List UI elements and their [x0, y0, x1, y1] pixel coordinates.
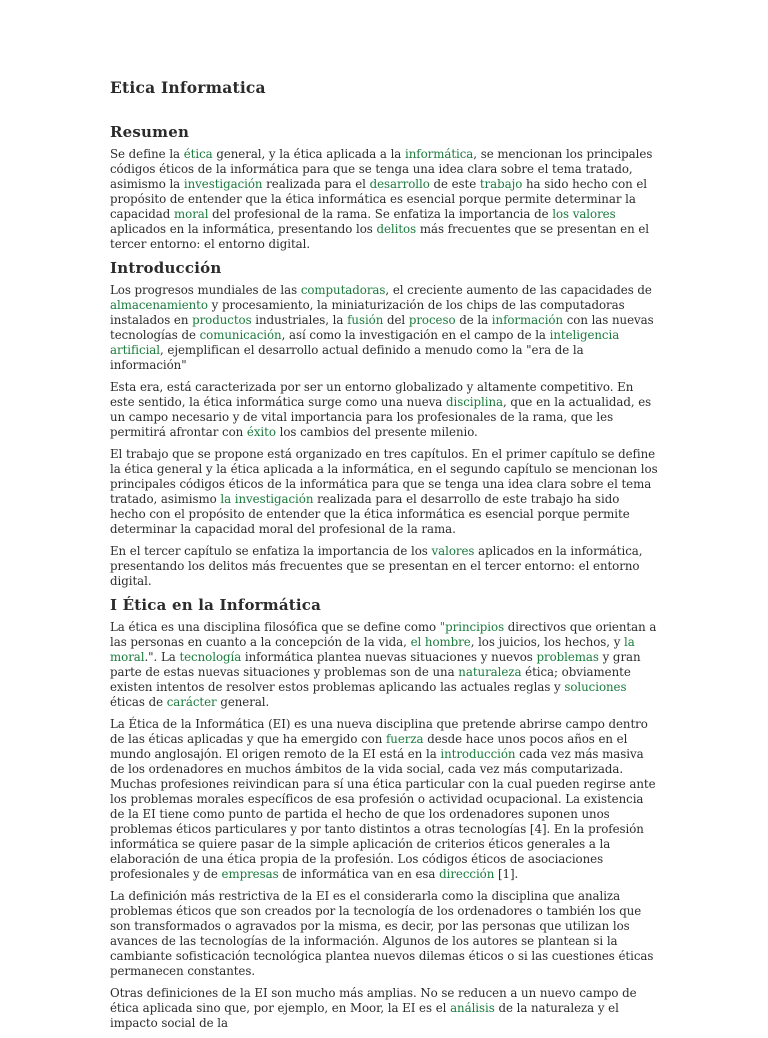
paragraph-text: general. [216, 695, 270, 709]
paragraph-text: de la [455, 313, 492, 327]
paragraph [110, 717, 658, 882]
paragraph-text: y gran parte de estas nuevas situaciones y problemas son de una [110, 650, 641, 679]
inline-link[interactable]: éxito [246, 425, 276, 439]
paragraph-text: .". La [144, 650, 180, 664]
paragraph-text: La definición más restrictiva de la EI es el considerarla como la disciplina que analiza problemas éticos que son creados por la tecnología de los ordenadores o también los que son transformados o agravados por la misma, es decir, por las personas que utilizan los avances de las tecnologías de la información. Algunos de los autores se plantean si la cambiante sofisticación tecnológica plantea nuevos dilemas éticos o si las cuestiones éticas permanecen constantes. [110, 889, 654, 978]
paragraph-text: general, y la ética aplicada a la [212, 147, 405, 161]
paragraph-text: [1]. [494, 867, 519, 881]
inline-link[interactable]: los valores [552, 207, 616, 221]
paragraph-text: aplicados en la informática, presentando los [110, 222, 377, 236]
paragraph-text: , ejemplifican el desarrollo actual definido a menudo como la "era de la información" [110, 343, 584, 372]
inline-link[interactable]: análisis [450, 1001, 495, 1015]
section-etica-en-la-informatica [110, 596, 658, 1031]
paragraph-text: La Ética de la Informática (EI) es una nueva disciplina que pretende abrirse campo dentro de las éticas aplicadas y que ha emergido con [110, 717, 648, 746]
inline-link[interactable]: valores [431, 544, 475, 558]
paragraph-text: realizada para el [262, 177, 370, 191]
inline-link[interactable]: "principios [439, 620, 505, 634]
inline-link[interactable]: información [491, 313, 564, 327]
paragraph-text: de informática van en esa [278, 867, 440, 881]
paragraph-text: industriales, la [251, 313, 348, 327]
paragraph-text: informática plantea nuevas situaciones y nuevos [241, 650, 537, 664]
section-heading: I Ética en la Informática [110, 596, 322, 614]
inline-link[interactable]: la moral [110, 635, 635, 664]
inline-link[interactable]: carácter [166, 695, 217, 709]
paragraph-text: directivos que orientan a las personas en cuanto a la concepción de la vida, [110, 620, 657, 649]
section-resumen [110, 123, 658, 252]
inline-link[interactable]: computadoras [300, 283, 386, 297]
paragraph [110, 447, 658, 537]
paragraph-text: Los progresos mundiales de las [110, 283, 301, 297]
paragraph-text: con las nuevas tecnologías de [110, 313, 654, 342]
paragraph-text: de este [429, 177, 480, 191]
paragraph-text: y procesamiento, la miniaturización de los chips de las computadoras instalados en [110, 298, 625, 327]
inline-link[interactable]: proceso [408, 313, 456, 327]
paragraph-text: más frecuentes que se presentan en el tercer entorno: el entorno digital. [110, 222, 649, 251]
inline-link[interactable]: fuerza [385, 732, 424, 746]
inline-link[interactable]: soluciones [564, 680, 627, 694]
inline-link[interactable]: comunicación [199, 328, 282, 342]
inline-link[interactable]: introducción [440, 747, 516, 761]
paragraph [110, 544, 658, 589]
paragraph-text: los cambios del presente milenio. [275, 425, 478, 439]
inline-link[interactable]: empresas [221, 867, 279, 881]
paragraph-text: Otras definiciones de la EI son mucho más amplias. No se reducen a un nuevo campo de ética aplicada sino que, por ejemplo, en Moor, la EI es el [110, 986, 637, 1015]
paragraph-text: En el tercer capítulo se enfatiza la importancia de los [110, 544, 432, 558]
section-heading: Introducción [110, 259, 222, 277]
document-title: Etica Informatica [110, 78, 266, 97]
paragraph-text: ha sido hecho con el propósito de entender que la ética informática es esencial porque permite determinar la capacidad [110, 177, 648, 221]
inline-link[interactable]: naturaleza [458, 665, 522, 679]
paragraph-text: , los juicios, los hechos, y [470, 635, 625, 649]
paragraph-text: aplicados en la informática, presentando los delitos más frecuentes que se presentan en el tercer entorno: el entorno digital. [110, 544, 643, 588]
paragraph-text: realizada para el desarrollo de este trabajo ha sido hecho con el propósito de entender que la ética informática es esencial porque permite determinar la capacidad moral del profesional de la rama. [110, 492, 630, 536]
paragraph [110, 889, 658, 979]
inline-link[interactable]: desarrollo [369, 177, 430, 191]
paragraph [110, 283, 658, 373]
paragraph-text: Se define la [110, 147, 184, 161]
paragraph-text: desde hace unos pocos años en el mundo anglosajón. El origen remoto de la EI está en la [110, 732, 628, 761]
inline-link[interactable]: trabajo [479, 177, 523, 191]
inline-link[interactable]: informática [404, 147, 474, 161]
inline-link[interactable]: delitos [376, 222, 417, 236]
paragraph-text: La ética es una disciplina filosófica que se define como [110, 620, 440, 634]
paragraph-text: El trabajo que se propone está organizado en tres capítulos. En el primer capítulo se define la ética general y la ética aplicada a la informática, en el segundo capítulo se mencionan los principales códigos éticos de la informática para que se tenga una idea clara sobre el tema tratado, asimismo [110, 447, 658, 506]
inline-link[interactable]: investigación [183, 177, 263, 191]
inline-link[interactable]: tecnología [179, 650, 242, 664]
inline-link[interactable]: dirección [439, 867, 495, 881]
paragraph-text: ética; obviamente existen intentos de resolver estos problemas aplicando las actuales reglas y [110, 665, 631, 694]
paragraph-text: de la naturaleza y el impacto social de la [110, 1001, 619, 1030]
inline-link[interactable]: el hombre [410, 635, 471, 649]
inline-link[interactable]: disciplina [445, 395, 503, 409]
inline-link[interactable]: almacenamiento [110, 298, 208, 312]
paragraph-text: del profesional de la rama. Se enfatiza la importancia de [208, 207, 553, 221]
inline-link[interactable]: moral [174, 207, 209, 221]
paragraph [110, 986, 658, 1031]
inline-link[interactable]: la investigación [220, 492, 314, 506]
paragraph-text: , el creciente aumento de las capacidades de [385, 283, 652, 297]
section-introduccion [110, 259, 658, 589]
paragraph-text: éticas de [110, 695, 167, 709]
inline-link[interactable]: inteligencia artificial [110, 328, 620, 357]
paragraph [110, 620, 658, 710]
inline-link[interactable]: productos [192, 313, 252, 327]
paragraph [110, 147, 658, 252]
paragraph-text: cada vez más masiva de los ordenadores en muchos ámbitos de la vida social, cada vez más computarizada. Muchas profesiones reivindican para sí una ética particular con la cual pueden regirse ante los problemas morales específicos de esa profesión o actividad ocupacional. La existencia de la EI tiene como punto de partida el hecho de que los ordenadores suponen unos problemas éticos particulares y por tanto distintos a otras tecnologías [4]. En la profesión informática se quiere pasar de la simple aplicación de criterios éticos generales a la elaboración de una ética propia de la profesión. Los códigos éticos de asociaciones profesionales y de [110, 747, 656, 881]
document-page [110, 78, 658, 1038]
paragraph-text: , que en la actualidad, es un campo necesario y de vital importancia para los profesionales de la rama, que les permitirá afrontar con [110, 395, 652, 439]
paragraph-text: , se mencionan los principales códigos éticos de la informática para que se tenga una idea clara sobre el tema tratado, asimismo la [110, 147, 653, 191]
paragraph-text: del [383, 313, 409, 327]
section-heading: Resumen [110, 123, 190, 141]
paragraph-text: Esta era, está caracterizada por ser un entorno globalizado y altamente competitivo. En este sentido, la ética informática surge como una nueva [110, 380, 634, 409]
inline-link[interactable]: problemas [536, 650, 599, 664]
inline-link[interactable]: ética [183, 147, 213, 161]
inline-link[interactable]: fusión [347, 313, 384, 327]
paragraph-text: , así como la investigación en el campo de la [281, 328, 550, 342]
paragraph [110, 380, 658, 440]
